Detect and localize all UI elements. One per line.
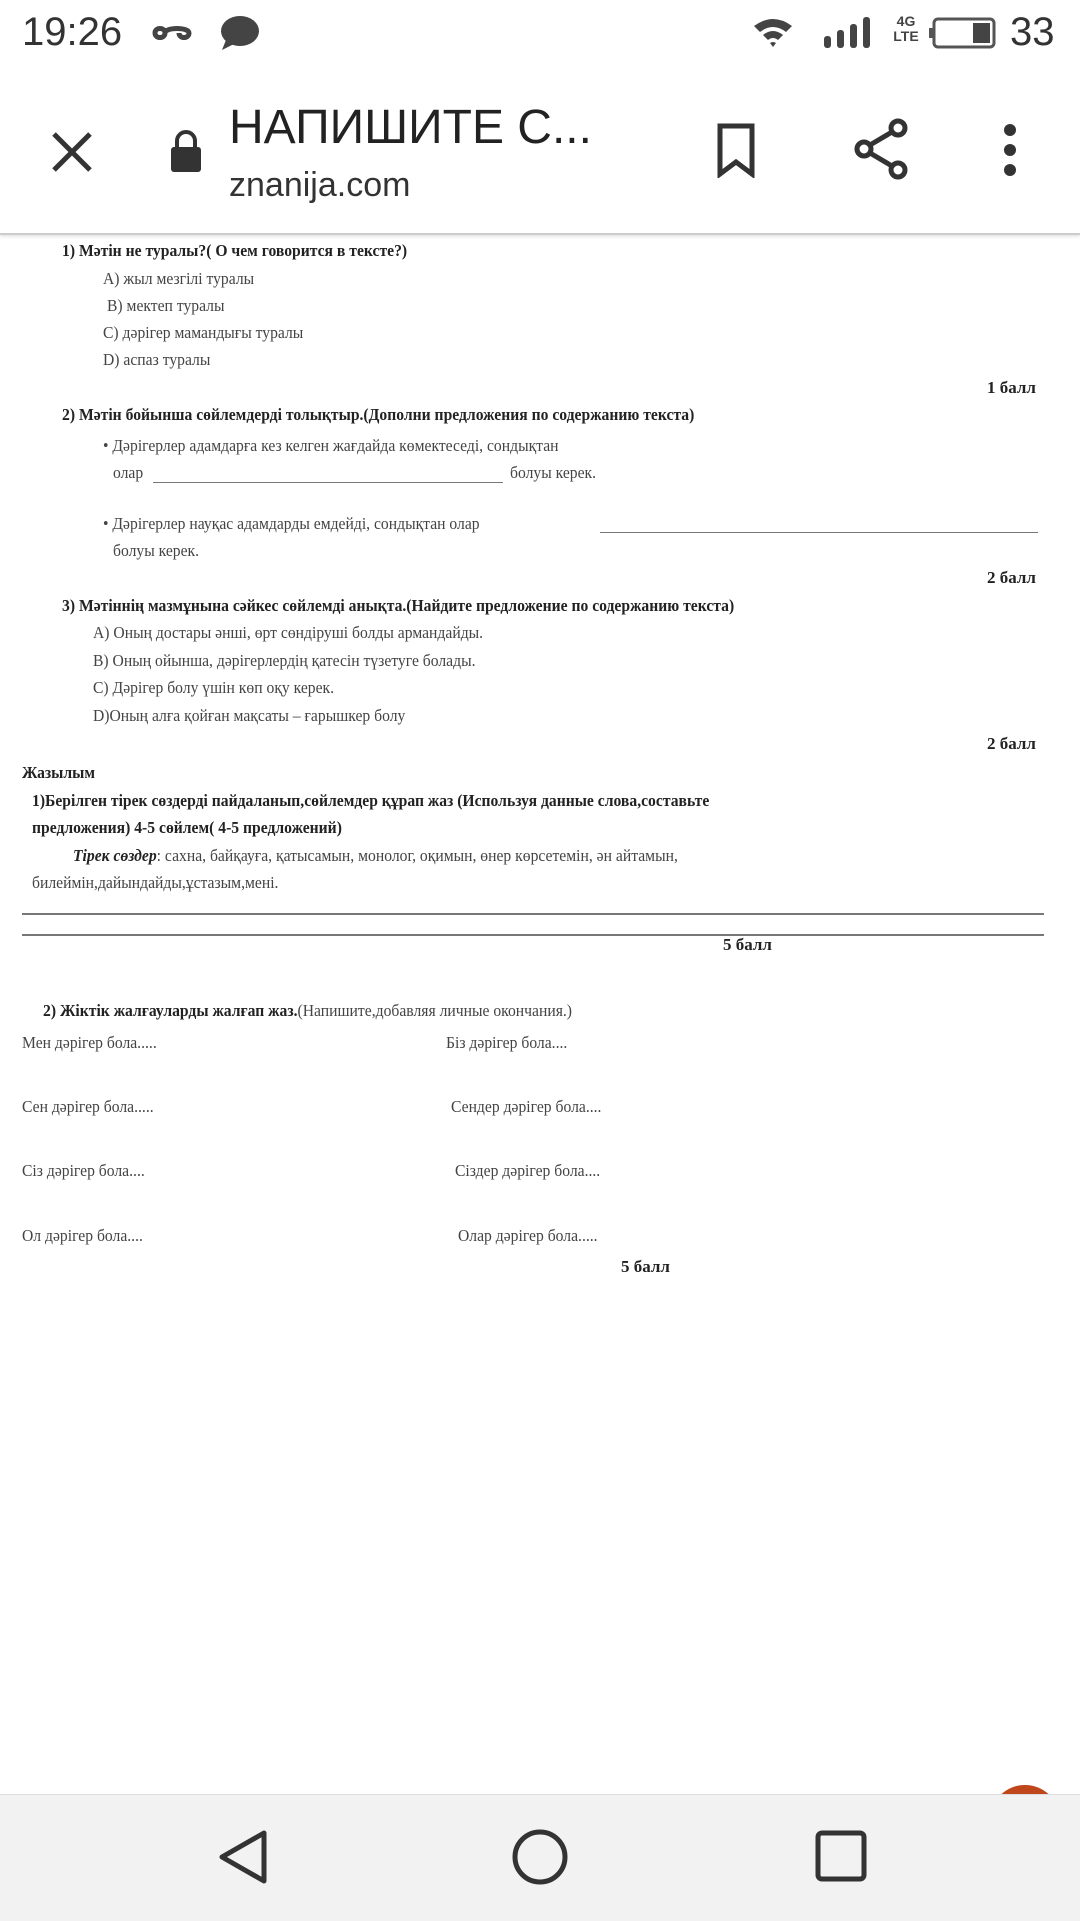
conjugation-right: Олар дәрігер бола..... — [458, 1226, 598, 1245]
q2-bullet: • Дәрігерлер адамдарға кез келген жағдайда көмектеседі, сондықтан — [103, 436, 559, 455]
q3-option: D)Оның алға қойған мақсаты – ғарышкер болу — [93, 706, 406, 725]
document-image — [0, 233, 1080, 1793]
q3-option: A) Оның достары әнші, өрт сөндіруші болды армандайды. — [93, 623, 484, 642]
back-icon[interactable] — [214, 1827, 270, 1887]
q1-option: D) аспаз туралы — [103, 350, 211, 369]
task1-line: предложения) 4-5 сөйлем( 4-5 предложений) — [32, 818, 342, 837]
battery-icon — [928, 16, 998, 50]
points: 5 балл — [723, 935, 772, 954]
answer-line — [22, 934, 1044, 936]
home-icon[interactable] — [510, 1827, 570, 1887]
wifi-icon — [752, 16, 794, 50]
lock-icon — [168, 128, 204, 174]
q2-blank-end: болуы керек. — [510, 463, 597, 482]
conjugation-left: Ол дәрігер бола.... — [22, 1226, 143, 1245]
points: 1 балл — [987, 378, 1036, 397]
blank-line — [153, 482, 503, 483]
share-icon[interactable] — [852, 118, 912, 180]
q2-title: 2) Мәтін бойынша сөйлемдерді толықтыр.(Дополни предложения по содержанию текста) — [62, 405, 695, 424]
task2-title — [43, 1001, 572, 1021]
signal-icon — [822, 16, 878, 50]
points: 5 балл — [621, 1257, 670, 1276]
support-words: билеймін,дайындайды,ұстазым,мені. — [32, 873, 279, 892]
q1-option: B) мектеп туралы — [107, 296, 225, 315]
blank-line — [600, 532, 1038, 533]
navigation-bar — [0, 1794, 1080, 1921]
browser-toolbar — [0, 70, 1080, 235]
task1-line: 1)Берілген тірек сөздерді пайдаланып,сөйлемдер құрап жаз (Используя данные слова,составьте — [32, 791, 710, 810]
page-url[interactable]: znanija.com — [229, 166, 411, 204]
q3-option: C) Дәрігер болу үшін көп оқу керек. — [93, 678, 335, 697]
page-title: НАПИШИТЕ С... — [229, 101, 592, 154]
network-type: 4G LTE — [893, 13, 919, 44]
infinity-icon — [148, 18, 198, 48]
message-icon — [218, 14, 262, 52]
recents-icon[interactable] — [814, 1829, 870, 1885]
q2-bullet: • Дәрігерлер науқас адамдарды емдейді, сондықтан олар — [103, 514, 480, 533]
q1-option: C) дәрігер мамандығы туралы — [103, 323, 304, 342]
status-time: 19:26 — [22, 10, 123, 54]
conjugation-left: Мен дәрігер бола..... — [22, 1033, 157, 1052]
q3-title: 3) Мәтіннің мазмұнына сәйкес сөйлемді анықта.(Найдите предложение по содержанию текста) — [62, 596, 735, 615]
answer-line — [22, 913, 1044, 915]
conjugation-right: Біз дәрігер бола.... — [446, 1033, 568, 1052]
points: 2 балл — [987, 734, 1036, 753]
task2-bold: 2) Жіктік жалғауларды жалғап жаз. — [43, 1001, 298, 1020]
status-bar — [0, 0, 1080, 70]
task2-rest: (Напишите,добавляя личные окончания.) — [297, 1001, 573, 1020]
close-icon[interactable] — [50, 130, 94, 174]
support-words-text: : сахна, байқауға, қатысамын, монолог, оқимын, өнер көрсетемін, ән айтамын, — [156, 846, 678, 865]
battery-level: 33 — [1010, 10, 1055, 54]
q2-blank-start: олар — [113, 463, 144, 482]
points: 2 балл — [987, 568, 1036, 587]
conjugation-left: Сіз дәрігер бола.... — [22, 1161, 145, 1180]
conjugation-right: Сендер дәрігер бола.... — [451, 1097, 602, 1116]
q3-option: B) Оның ойынша, дәрігерлердің қатесін түзетуге болады. — [93, 651, 476, 670]
bookmark-icon[interactable] — [716, 122, 756, 178]
conjugation-right: Сіздер дәрігер бола.... — [455, 1161, 601, 1180]
support-words — [73, 846, 678, 866]
q1-option: A) жыл мезгілі туралы — [103, 269, 255, 288]
support-label: Тірек сөздер — [73, 846, 157, 865]
q2-line: болуы керек. — [113, 541, 200, 560]
writing-heading: Жазылым — [22, 763, 96, 782]
q1-title: 1) Мәтін не туралы?( О чем говорится в тексте?) — [62, 241, 408, 260]
conjugation-left: Сен дәрігер бола..... — [22, 1097, 154, 1116]
more-icon[interactable] — [1000, 122, 1020, 178]
